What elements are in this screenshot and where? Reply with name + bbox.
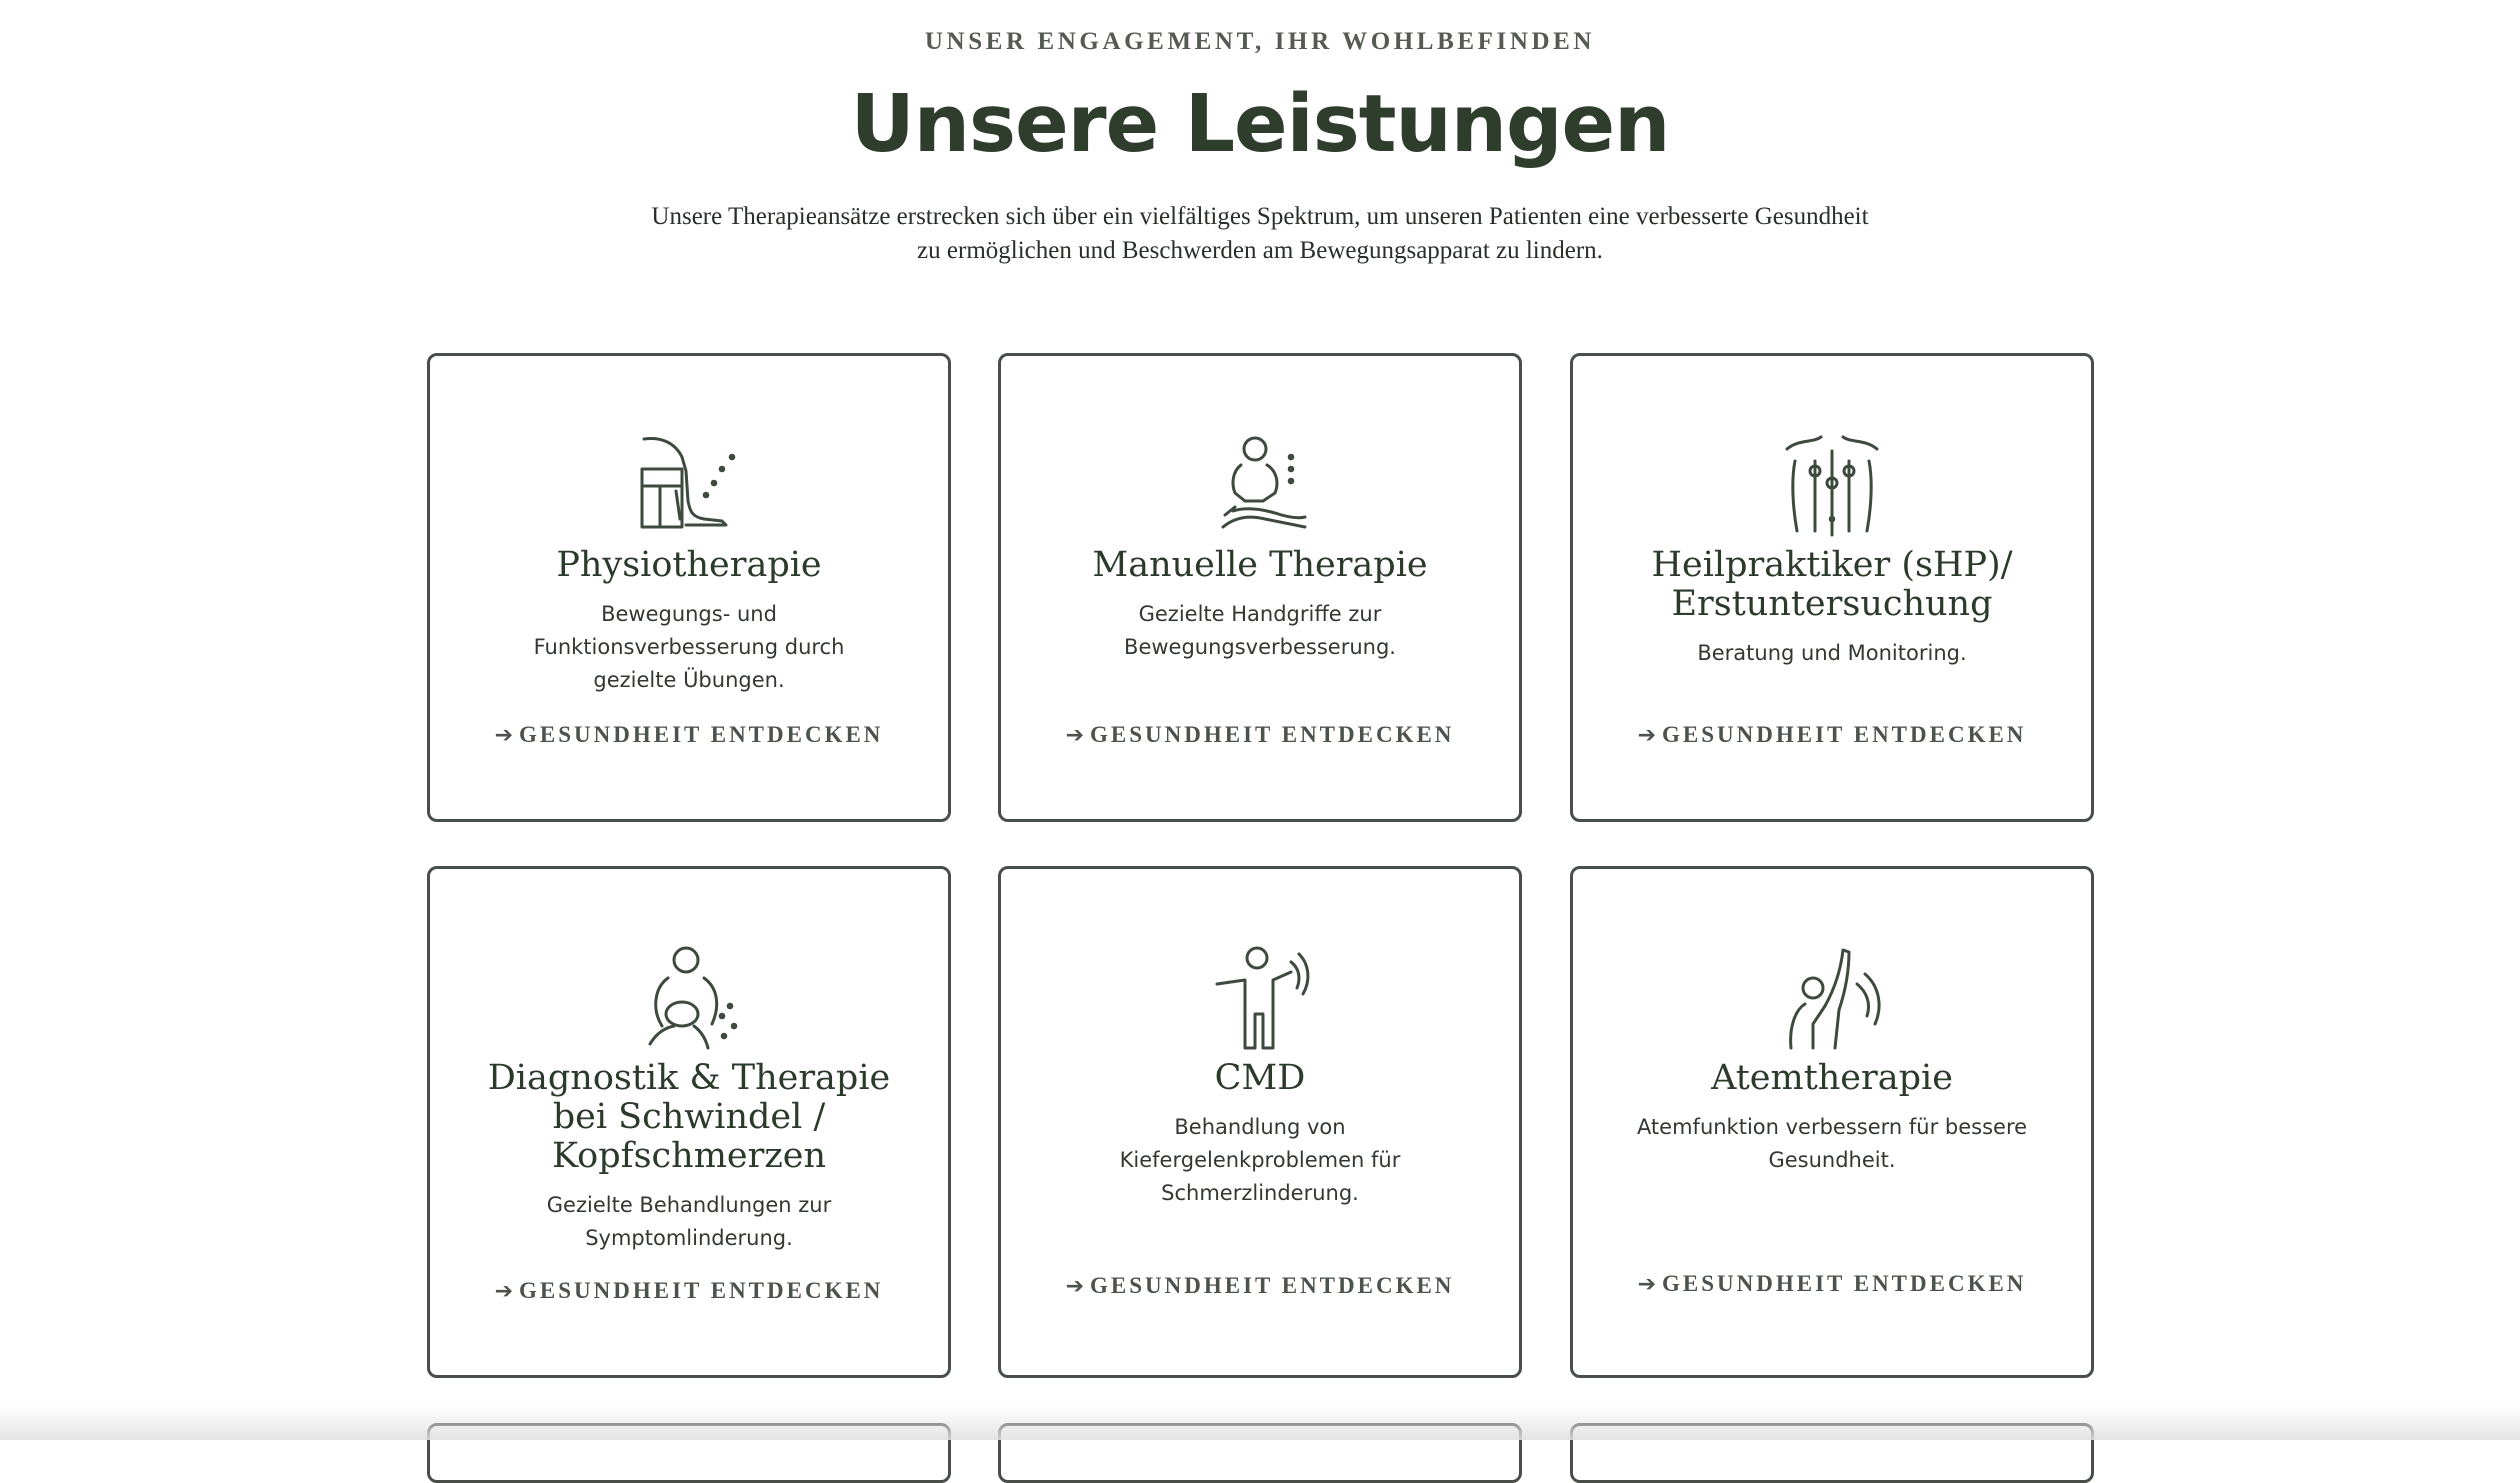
service-card-schwindel-kopfschmerzen[interactable] xyxy=(427,866,951,1378)
card-description: Atemfunktion verbessern für bessere Gesundheit. xyxy=(1636,1115,2028,1172)
card-description: Behandlung von Kiefergelenkproblemen für Schmerzlinderung. xyxy=(1119,1115,1401,1205)
card-description: Gezielte Handgriffe zur Bewegungsverbesserung. xyxy=(1124,602,1396,659)
discover-link[interactable]: ➔ GESUNDHEIT ENTDECKEN xyxy=(1065,722,1455,748)
card-title: Manuelle Therapie xyxy=(1092,545,1428,585)
arrow-right-icon: ➔ xyxy=(1065,1274,1085,1299)
section-eyebrow: UNSER ENGAGEMENT, IHR WOHLBEFINDEN xyxy=(924,28,1596,55)
acupuncture-back-icon xyxy=(1777,431,1887,541)
discover-link[interactable]: ➔ GESUNDHEIT ENTDECKEN xyxy=(1065,1273,1455,1299)
arrow-right-icon: ➔ xyxy=(494,723,514,748)
arrow-right-icon: ➔ xyxy=(1637,723,1657,748)
service-card-atemtherapie[interactable] xyxy=(1570,866,2094,1378)
discover-link[interactable]: ➔ GESUNDHEIT ENTDECKEN xyxy=(494,1278,884,1304)
leg-exercise-icon xyxy=(634,431,744,541)
card-title: Atemtherapie xyxy=(1711,1058,1953,1098)
arrow-right-icon: ➔ xyxy=(1637,1272,1657,1297)
arrow-right-icon: ➔ xyxy=(1065,723,1085,748)
head-treatment-icon xyxy=(634,944,744,1054)
breathing-person-icon xyxy=(1777,944,1887,1054)
service-card-cmd[interactable] xyxy=(998,866,1522,1378)
service-card-heilpraktiker[interactable] xyxy=(1570,353,2094,822)
card-description: Gezielte Behandlungen zur Symptomlinderung. xyxy=(546,1193,832,1250)
discover-link[interactable]: ➔ GESUNDHEIT ENTDECKEN xyxy=(1637,722,2027,748)
arrow-right-icon: ➔ xyxy=(494,1279,514,1304)
person-jaw-icon xyxy=(1205,944,1315,1054)
card-title: CMD xyxy=(1214,1058,1306,1098)
intro-text: Unsere Therapieansätze erstrecken sich über ein vielfältiges Spektrum, um unseren Patienten eine verbesserte Gesundheit zu ermöglichen und Beschwerden am Bewegungsapparat zu lindern. xyxy=(651,203,1869,264)
service-card-manuelle-therapie[interactable] xyxy=(998,353,1522,822)
card-title: Heilpraktiker (sHP)/ Erstuntersuchung xyxy=(1651,545,2013,624)
card-title: Diagnostik & Therapie bei Schwindel / Kopfschmerzen xyxy=(487,1058,891,1176)
discover-link[interactable]: ➔ GESUNDHEIT ENTDECKEN xyxy=(1637,1271,2027,1297)
service-card-physiotherapie[interactable] xyxy=(427,353,951,822)
bottom-fade xyxy=(0,1405,2520,1440)
discover-link[interactable]: ➔ GESUNDHEIT ENTDECKEN xyxy=(494,722,884,748)
massage-icon xyxy=(1205,431,1315,541)
card-description: Beratung und Monitoring. xyxy=(1697,641,1967,665)
card-description: Bewegungs- und Funktionsverbesserung durch gezielte Übungen. xyxy=(533,602,845,692)
page-title: Unsere Leistungen xyxy=(850,78,1670,170)
card-title: Physiotherapie xyxy=(556,545,822,585)
